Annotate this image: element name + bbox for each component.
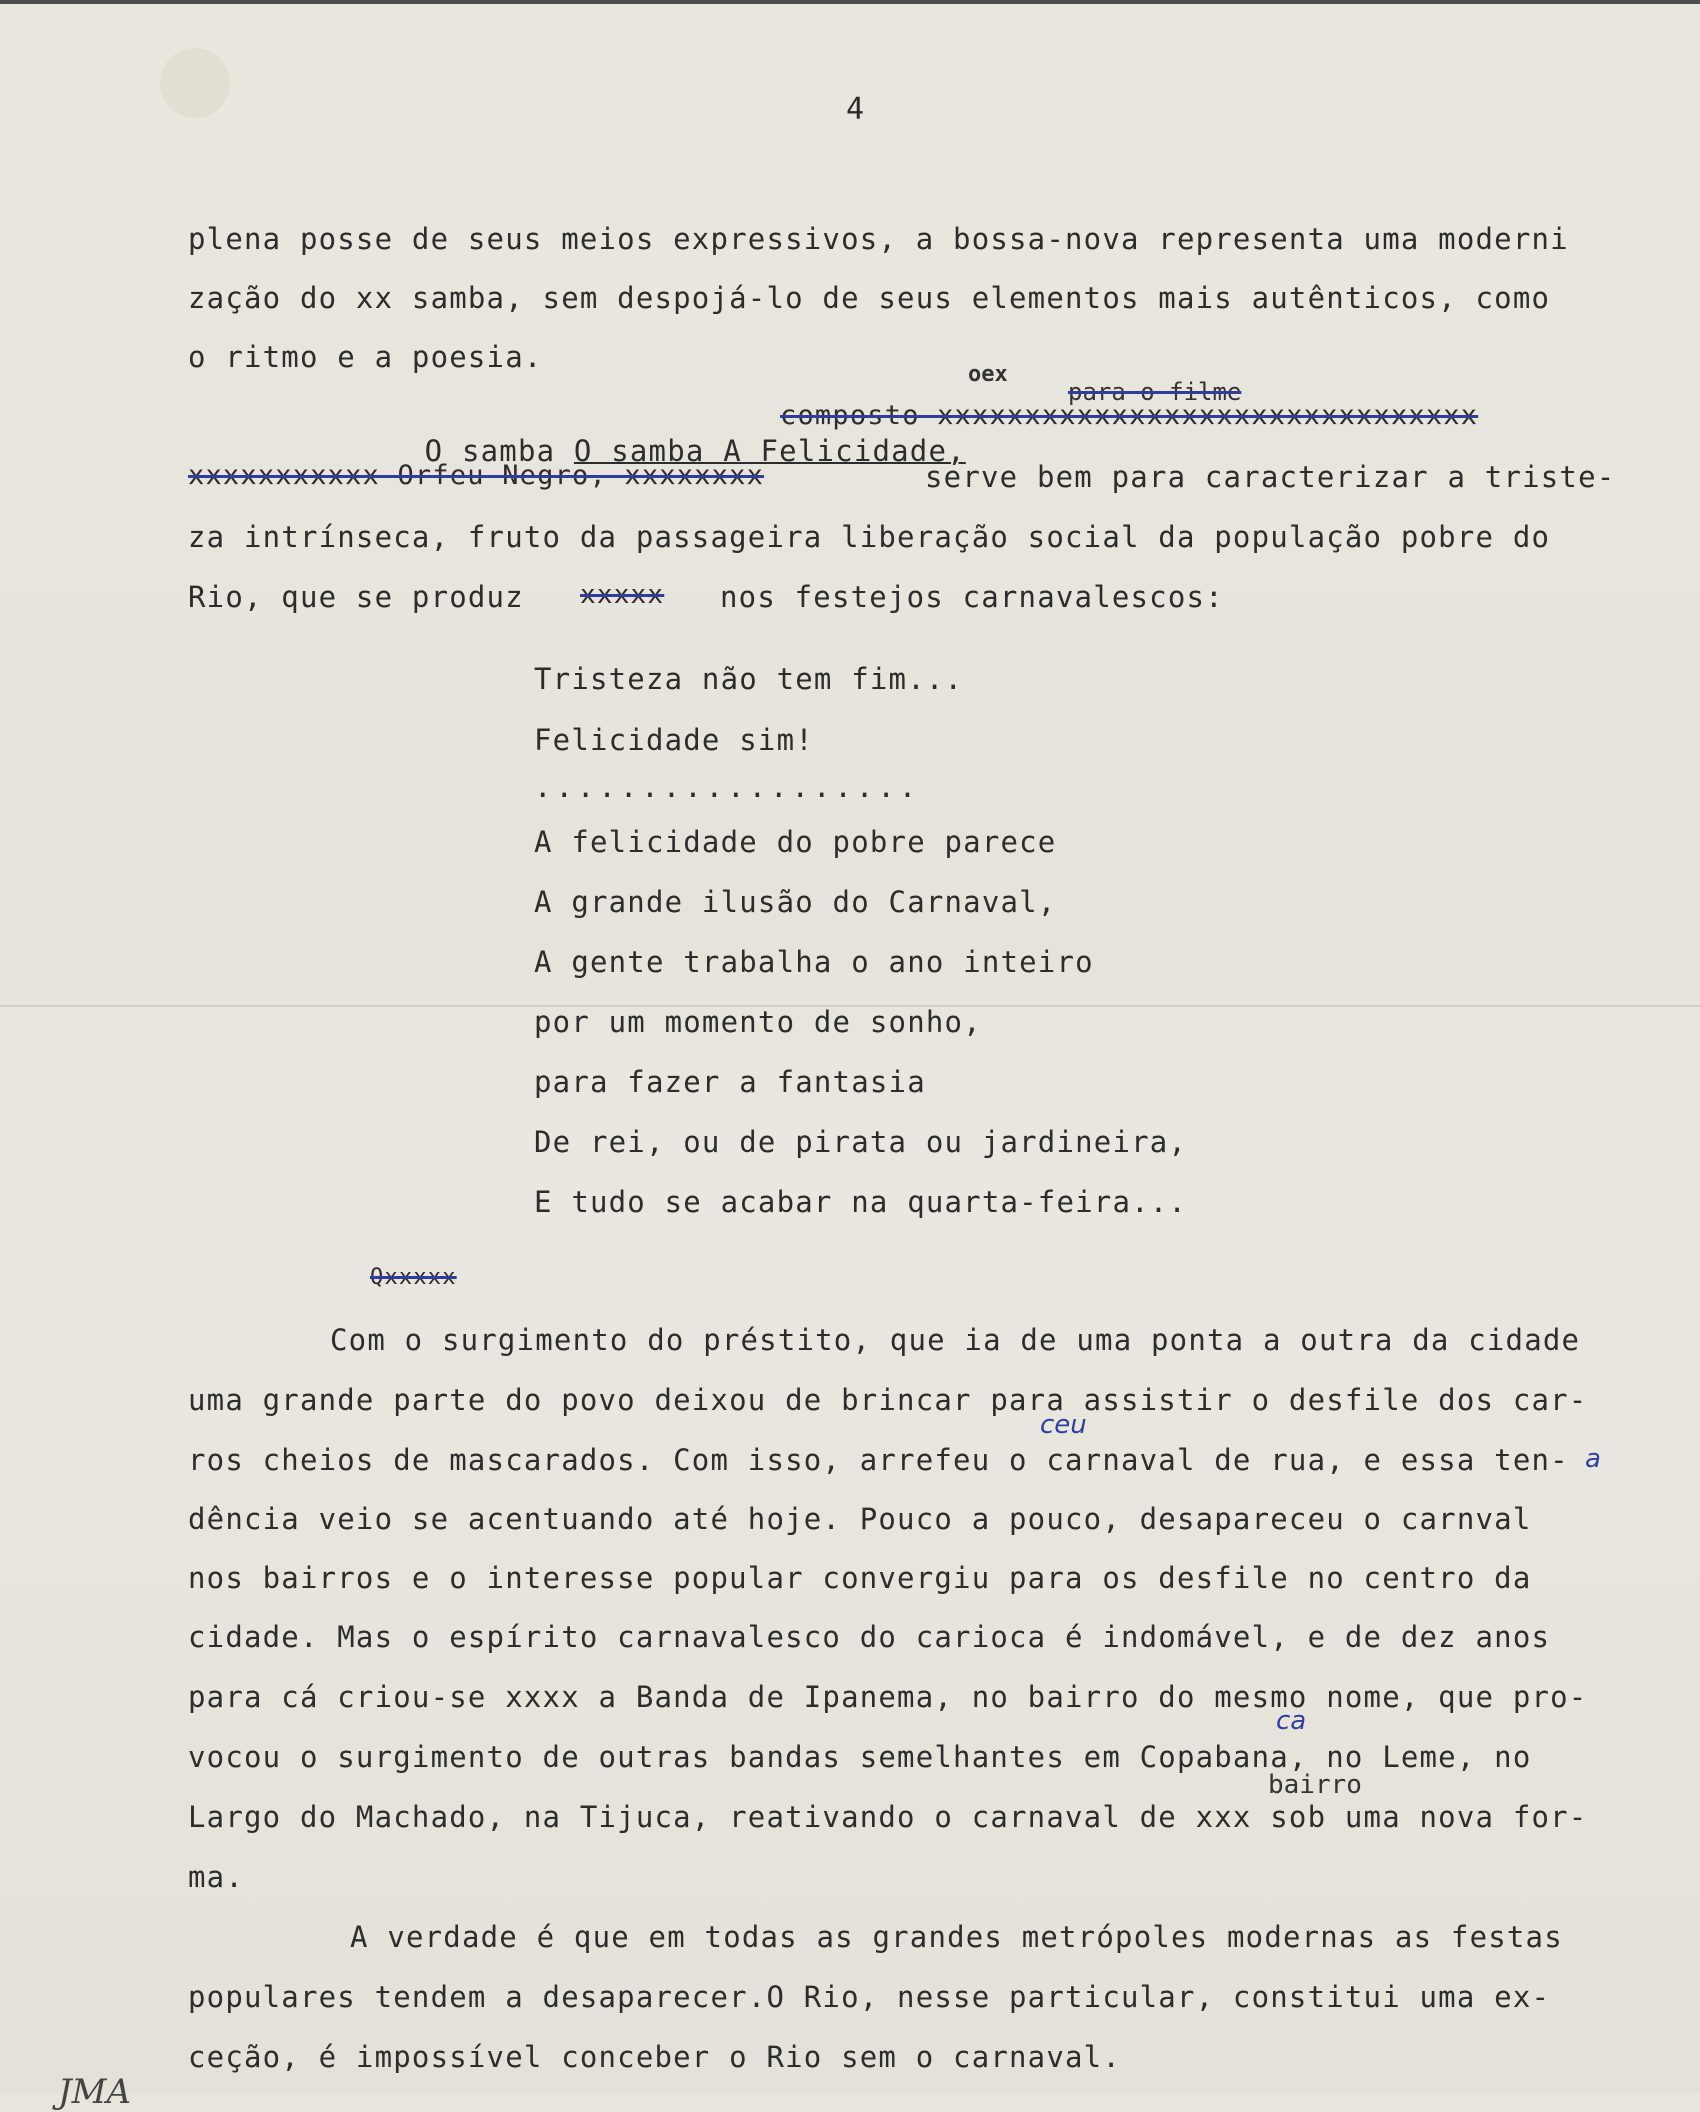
- typed-correction-oex: oex: [968, 362, 1008, 387]
- typed-correction: bairro: [1268, 1770, 1362, 1800]
- handwritten-note: JMA: [58, 2072, 131, 2112]
- samba-intro: O samba: [424, 434, 574, 468]
- text-line: Com o surgimento do préstito, que ia de uma ponta a outra da cidade: [330, 1323, 1581, 1357]
- struck-annotation: para o filme: [1068, 378, 1242, 406]
- paper-stain: [160, 48, 230, 118]
- text-line: populares tendem a desaparecer.O Rio, nesse particular, constitui uma ex-: [188, 1980, 1551, 2014]
- handwritten-correction: ceu: [1040, 1410, 1087, 1440]
- text-line: A verdade é que em todas as grandes metrópoles modernas as festas: [350, 1920, 1563, 1954]
- text-line: o ritmo e a poesia.: [188, 340, 543, 374]
- text-line: zação do xx samba, sem despojá-lo de seus elementos mais autênticos, como: [188, 281, 1551, 315]
- text-line: para cá criou-se xxxx a Banda de Ipanema, no bairro do mesmo nome, que pro-: [188, 1680, 1588, 1714]
- verse-line: A gente trabalha o ano inteiro: [534, 945, 1094, 979]
- text-line: plena posse de seus meios expressivos, a bossa-nova representa uma moderni: [188, 222, 1569, 256]
- text-line: ma.: [188, 1860, 244, 1894]
- struck-text: xxxxxxxxxxx Orfeu Negro, xxxxxxxx: [188, 460, 765, 491]
- text-line: ceção, é impossível conceber o Rio sem o carnaval.: [188, 2040, 1121, 2074]
- verse-line: Tristeza não tem fim...: [534, 662, 964, 696]
- text-line: nos festejos carnavalescos:: [720, 580, 1224, 614]
- verse-line: por um momento de sonho,: [534, 1005, 982, 1039]
- text-line: vocou o surgimento de outras bandas semelhantes em Copabana, no Leme, no: [188, 1740, 1532, 1774]
- text-line: za intrínseca, fruto da passageira liberação social da população pobre do: [188, 520, 1551, 554]
- struck-text: composto xxxxxxxxxxxxxxxxxxxxxxxxxxxxxxx: [780, 400, 1479, 431]
- page-number: 4: [846, 92, 865, 127]
- verse-line: A felicidade do pobre parece: [534, 825, 1057, 859]
- text-line: serve bem para caracterizar a triste-: [925, 460, 1616, 494]
- verse-line: De rei, ou de pirata ou jardineira,: [534, 1125, 1188, 1159]
- text-line: cidade. Mas o espírito carnavalesco do carioca é indomável, e de dez anos: [188, 1620, 1551, 1654]
- text-line: ros cheios de mascarados. Com isso, arrefeu o carnaval de rua, e essa ten-: [188, 1443, 1569, 1477]
- handwritten-correction: a: [1585, 1444, 1601, 1474]
- top-edge: [0, 0, 1700, 4]
- verse-line: para fazer a fantasia: [534, 1065, 926, 1099]
- struck-text: Qxxxxx: [370, 1265, 457, 1290]
- verse-line: A grande ilusão do Carnaval,: [534, 885, 1057, 919]
- verse-line: Felicidade sim!: [534, 723, 814, 757]
- text-line: nos bairros e o interesse popular convergiu para os desfile no centro da: [188, 1561, 1532, 1595]
- verse-ellipsis: ..................: [534, 770, 921, 804]
- struck-text: xxxxx: [580, 580, 665, 610]
- text-line: dência veio se acentuando até hoje. Pouco a pouco, desapareceu o carnval: [188, 1502, 1532, 1536]
- song-title: O samba A Felicidade,: [573, 434, 966, 468]
- text-line: Largo do Machado, na Tijuca, reativando o carnaval de xxx sob uma nova for-: [188, 1800, 1588, 1834]
- verse-line: E tudo se acabar na quarta-feira...: [534, 1185, 1188, 1219]
- text-line: uma grande parte do povo deixou de brincar para assistir o desfile dos car-: [188, 1383, 1588, 1417]
- text-line: Rio, que se produz: [188, 580, 524, 614]
- handwritten-correction: ca: [1276, 1706, 1307, 1736]
